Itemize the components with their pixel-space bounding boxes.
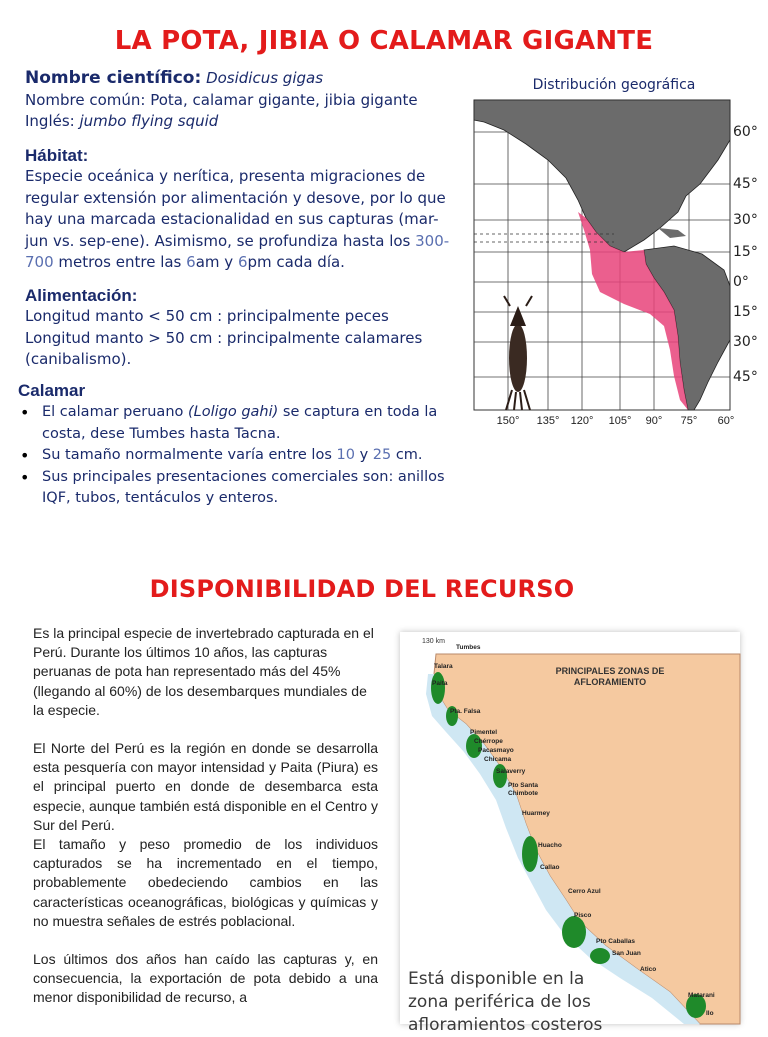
place-label: Atico: [640, 966, 657, 973]
habitat-text-a: Especie oceánica y nerítica, presenta migraciones de regular extensión por alimentación y desove, por lo que hay una marcada estacionalidad en sus capturas (mar-jun vs. sep-ene). Asimismo, se profundiza hasta los: [25, 167, 446, 250]
place-label: San Juan: [612, 950, 641, 957]
upwelling-zone: [562, 916, 586, 948]
bullet2-min: 10: [336, 447, 355, 463]
place-label: Matarani: [688, 992, 715, 999]
lon-label: 105°: [608, 415, 632, 427]
scientific-name-line: [25, 68, 455, 90]
habitat-time1-unit: am y: [195, 253, 234, 271]
english-value: jumbo flying squid: [79, 112, 219, 130]
bullet1-text-a: El calamar peruano: [42, 404, 184, 420]
map2-title-1: PRINCIPALES ZONAS DE: [555, 666, 665, 676]
place-label: Pta. Falsa: [450, 708, 481, 715]
distribution-map: [474, 100, 764, 430]
lat-label: 15°: [733, 244, 758, 260]
bullet2-max: 25: [372, 447, 392, 463]
place-label: Ilo: [706, 1010, 714, 1017]
bullet2-text-a: Su tamaño normalmente varía entre los: [42, 447, 332, 463]
map2-caption: [408, 968, 648, 1037]
upwelling-map: [400, 632, 740, 1035]
lon-label: 90°: [645, 415, 663, 427]
caption-line: zona periférica de los: [408, 992, 591, 1012]
scale-label: 130 km: [422, 638, 445, 645]
lat-label: 0°: [733, 274, 749, 290]
lon-label: 135°: [536, 415, 560, 427]
place-label: Pisco: [574, 912, 592, 919]
bullet1-text-b: se captura en toda la costa, dese Tumbes hasta Tacna.: [42, 404, 438, 442]
list-item: • Sus principales presentaciones comerciales son: anillos IQF, tubos, tentáculos y enteros.: [18, 467, 458, 510]
caption-line: afloramientos costeros: [408, 1015, 603, 1035]
place-label: Pimentel: [470, 729, 498, 736]
habitat-text: [25, 166, 455, 274]
place-label: Talara: [434, 663, 453, 670]
paragraph-4: Los últimos dos años han caído las capturas y, en consecuencia, la exportación de pota debido a una menor disponibilidad de recurso, a: [33, 951, 378, 1006]
list-item: [18, 402, 458, 445]
english-label: Inglés:: [25, 112, 75, 130]
section-title: DISPONIBILIDAD DEL RECURSO: [149, 575, 575, 603]
lon-label: 120°: [570, 415, 594, 427]
paragraph-3: El tamaño y peso promedio de los individuos capturados se ha incrementado en el tiempo, probablemente obedeciendo cambios en las características oceanográficas, biológicas y químicas y no muestra señales de estrés poblacional.: [33, 836, 378, 929]
habitat-time1: 6: [186, 253, 196, 271]
bullet2-unit: cm.: [395, 447, 423, 463]
lat-label: 15°: [733, 304, 758, 320]
habitat-time2-unit: pm cada día.: [247, 253, 345, 271]
place-label: Huarmey: [522, 810, 550, 817]
place-label: Callao: [540, 864, 560, 871]
map2-title-2: AFLORAMIENTO: [573, 677, 647, 687]
habitat-heading: Hábitat:: [25, 146, 89, 165]
bullet1-species: (Loligo gahi): [187, 404, 279, 420]
map-distribution-label: Distribución geográfica: [532, 77, 696, 93]
lon-label: 75°: [680, 415, 698, 427]
lat-label: 45°: [733, 176, 758, 192]
lon-label: 150°: [496, 415, 520, 427]
page-title: LA POTA, JIBIA O CALAMAR GIGANTE: [114, 26, 654, 56]
upwelling-zone: [590, 948, 610, 964]
calamar-list: [18, 402, 458, 510]
habitat-time2: 6: [237, 253, 248, 271]
alimentacion-text: Longitud manto < 50 cm : principalmente peces Longitud manto > 50 cm : principalmente calamares (canibalismo).: [25, 307, 423, 368]
place-label: Tumbes: [456, 644, 481, 651]
lon-label: 60°: [717, 415, 735, 427]
place-label: Pto Caballas: [596, 938, 636, 945]
place-label: Chimbote: [508, 790, 538, 797]
alimentacion-heading: Alimentación:: [25, 286, 138, 305]
upwelling-zone: [431, 672, 445, 704]
paragraph-2: El Norte del Perú es la región en donde se desarrolla esta pesquería con mayor intensidad y Paita (Piura) es el principal puerto en donde de desembarca esta especie, aunque también está disponible en el Centro y Sur del Perú.: [33, 740, 378, 833]
place-label: Pacasmayo: [478, 747, 514, 754]
place-label: Pto Santa: [508, 782, 538, 789]
lat-label: 60°: [733, 124, 758, 140]
place-label: Chicama: [484, 756, 512, 763]
scientific-name-value: Dosidicus gigas: [206, 69, 324, 87]
lat-label: 30°: [733, 212, 758, 228]
english-name-line: [25, 111, 455, 133]
habitat-depth-range: 300-700: [25, 231, 450, 271]
common-name: Nombre común: Pota, calamar gigante, jibia gigante: [25, 90, 418, 109]
lat-label: 45°: [733, 369, 758, 385]
caption-line: Está disponible en la: [408, 969, 585, 989]
scientific-name-label: Nombre científico:: [25, 68, 202, 88]
bullet2-and: y: [359, 447, 369, 463]
list-item: [18, 445, 458, 467]
place-label: Chérrope: [474, 738, 503, 745]
calamar-heading: Calamar: [18, 381, 86, 400]
upwelling-zone: [522, 836, 538, 872]
place-label: Paita: [432, 680, 448, 687]
habitat-text-b: metros entre las: [58, 253, 182, 271]
place-label: Cerro Azul: [568, 888, 601, 895]
place-label: Salaverry: [496, 768, 526, 775]
lat-label: 30°: [733, 334, 758, 350]
place-label: Huacho: [538, 842, 562, 849]
paragraph-1: Es la principal especie de invertebrado capturada en el Perú. Durante los últimos 10 años, las capturas peruanas de pota han representado más del 45% (llegando al 60%) de los desembarques mundiales de la especie.: [33, 625, 374, 718]
